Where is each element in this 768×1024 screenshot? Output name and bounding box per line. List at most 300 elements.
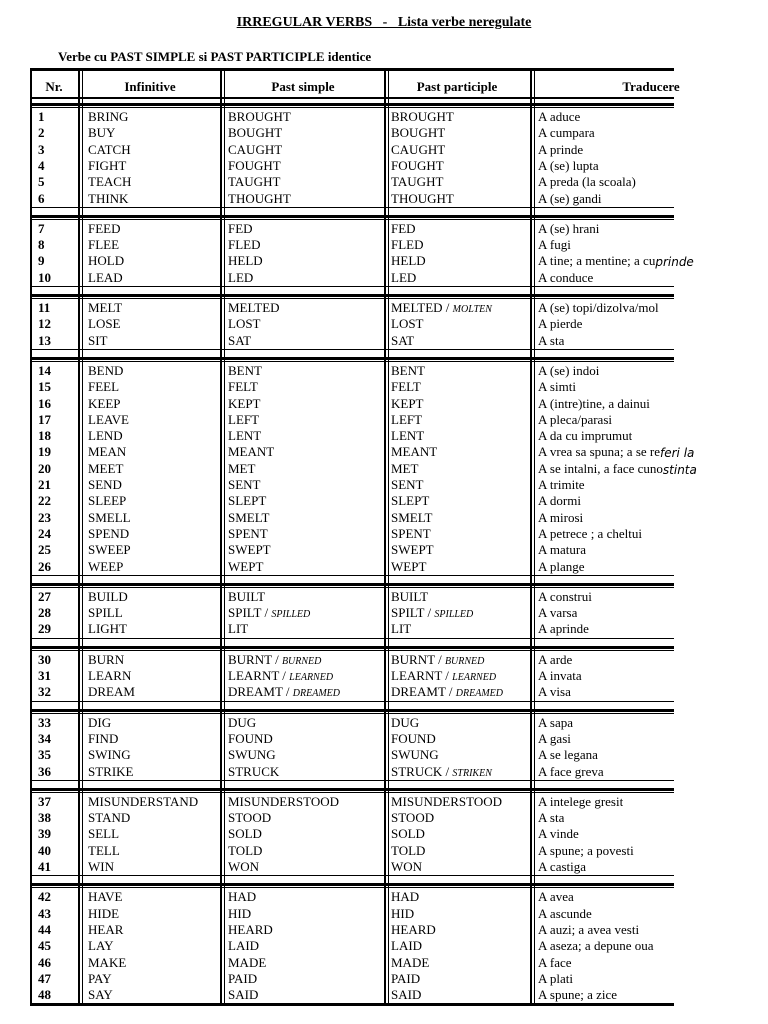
- header-bottom-border: [30, 97, 674, 99]
- cell-translation: A avea: [538, 889, 574, 905]
- group-separator-thin: [30, 792, 674, 793]
- form-primary: MELTED: [391, 300, 443, 315]
- cell-infinitive: SPEND: [88, 525, 130, 541]
- cell-past-participle: SLEPT: [391, 493, 430, 509]
- cell-past-participle: SWEPT: [391, 542, 434, 558]
- cell-past-simple: LIT: [228, 621, 249, 637]
- cell-translation: A face: [538, 954, 572, 970]
- cell-infinitive: PAY: [88, 970, 112, 986]
- cell-past-simple: SMELT: [228, 509, 270, 525]
- cell-infinitive: STRIKE: [88, 763, 134, 779]
- column-divider-double: [534, 68, 535, 1006]
- cell-translation: A sapa: [538, 714, 574, 730]
- row-number: 41: [38, 859, 51, 874]
- cell-past-simple: MADE: [228, 954, 267, 970]
- row-number: 7: [38, 220, 45, 236]
- cell-infinitive: STAND: [88, 810, 131, 826]
- form-separator: /: [442, 763, 453, 779]
- cell-past-participle: LIT: [391, 621, 412, 637]
- cell-infinitive: BUY: [88, 125, 116, 141]
- form-separator: /: [442, 668, 453, 683]
- form-primary: BURNT: [228, 651, 272, 667]
- form-primary: SPILT: [228, 605, 262, 621]
- cell-past-simple: WEPT: [228, 558, 264, 574]
- group-bottom-border: [30, 701, 674, 702]
- row-number: 8: [38, 237, 45, 253]
- cell-translation: A tine; a mentine; a cu: [538, 253, 656, 269]
- row-number: 3: [38, 141, 45, 157]
- row-number: 12: [38, 316, 51, 332]
- cell-past-simple: [228, 684, 340, 700]
- row-number: 18: [38, 428, 51, 444]
- cell-infinitive: THINK: [88, 190, 129, 206]
- group-bottom-border: [30, 575, 674, 576]
- row-number: 19: [38, 444, 51, 460]
- group-bottom-border: [30, 875, 674, 876]
- cell-past-participle: BUILT: [391, 588, 429, 604]
- cell-translation: A (se) topi/dizolva/mol: [538, 300, 659, 315]
- cell-infinitive: BURN: [88, 651, 125, 667]
- row-number: 24: [38, 525, 51, 541]
- cell-translation: A simti: [538, 379, 576, 395]
- row-number: 1: [38, 109, 45, 124]
- cell-infinitive: SPILL: [88, 605, 123, 621]
- cell-past-participle: SAT: [391, 332, 415, 348]
- cell-past-participle: FED: [391, 220, 416, 236]
- handwritten-note: prinde: [655, 255, 694, 270]
- cell-past-participle: FLED: [391, 237, 424, 253]
- group-separator-thin: [30, 650, 674, 651]
- row-number: 21: [38, 477, 51, 492]
- row-number: 2: [38, 125, 45, 141]
- row-number: 29: [38, 621, 51, 637]
- cell-past-participle: LEFT: [391, 411, 423, 427]
- group-separator: [30, 883, 674, 886]
- cell-infinitive: TEACH: [88, 174, 132, 190]
- cell-past-participle: SOLD: [391, 826, 425, 842]
- group-separator: [30, 294, 674, 297]
- cell-past-participle: WEPT: [391, 558, 427, 574]
- cell-translation: A arde: [538, 651, 573, 667]
- cell-past-participle: MEANT: [391, 444, 438, 460]
- form-primary: DREAMT: [228, 684, 283, 700]
- cell-past-participle: [391, 605, 473, 621]
- row-number: 22: [38, 493, 51, 509]
- cell-infinitive: FLEE: [88, 237, 120, 253]
- cell-past-participle: HID: [391, 905, 415, 921]
- cell-infinitive: TELL: [88, 842, 120, 858]
- group-separator-thin: [30, 298, 674, 299]
- cell-infinitive: DIG: [88, 714, 112, 730]
- form-separator: /: [279, 668, 290, 683]
- form-alternative: LEARNED: [289, 672, 334, 683]
- cell-infinitive: HIDE: [88, 905, 120, 921]
- cell-infinitive: LEARN: [88, 668, 132, 683]
- cell-infinitive: MEAN: [88, 444, 127, 460]
- cell-infinitive: HEAR: [88, 921, 124, 937]
- cell-translation: A aduce: [538, 109, 581, 124]
- cell-infinitive: BUILD: [88, 588, 128, 604]
- cell-translation: A plange: [538, 558, 585, 574]
- header-past-simple: Past simple: [271, 79, 335, 94]
- cell-infinitive: BRING: [88, 109, 129, 124]
- group-bottom-border: [30, 780, 674, 781]
- row-number: 6: [38, 190, 45, 206]
- cell-translation: A plati: [538, 970, 574, 986]
- cell-translation: A gasi: [538, 730, 571, 746]
- cell-past-simple: SPENT: [228, 525, 268, 541]
- cell-infinitive: MISUNDERSTAND: [88, 793, 199, 809]
- cell-infinitive: WEEP: [88, 558, 124, 574]
- group-bottom-border: [30, 349, 674, 350]
- group-separator-thin: [30, 713, 674, 714]
- group-separator-thin: [30, 107, 674, 108]
- cell-translation: A matura: [538, 542, 587, 558]
- cell-past-simple: TAUGHT: [228, 174, 281, 190]
- group-separator-thin: [30, 587, 674, 588]
- cell-past-simple: SAID: [228, 987, 259, 1003]
- group-separator: [30, 583, 674, 586]
- cell-translation: A castiga: [538, 859, 587, 874]
- row-number: 43: [38, 905, 51, 921]
- row-number: 10: [38, 269, 51, 285]
- cell-past-simple: [228, 605, 310, 621]
- cell-infinitive: MEET: [88, 460, 124, 476]
- cell-past-simple: FLED: [228, 237, 261, 253]
- cell-translation: A se intalni, a face cuno: [538, 460, 663, 476]
- row-number: 27: [38, 588, 51, 604]
- cell-past-simple: SOLD: [228, 826, 262, 842]
- row-number: 33: [38, 714, 51, 730]
- form-primary: DREAMT: [391, 684, 446, 700]
- cell-past-participle: [391, 764, 492, 780]
- cell-past-simple: STRUCK: [228, 763, 280, 779]
- cell-past-simple: DUG: [228, 714, 257, 730]
- cell-past-simple: LAID: [228, 938, 260, 954]
- form-alternative: DREAMED: [455, 688, 503, 700]
- cell-translation: A pierde: [538, 316, 583, 332]
- cell-past-simple: SWUNG: [228, 747, 276, 763]
- cell-infinitive: MAKE: [88, 954, 127, 970]
- cell-past-participle: FOUND: [391, 730, 436, 746]
- row-number: 44: [38, 921, 51, 937]
- form-alternative: LEARNED: [452, 672, 497, 683]
- cell-past-participle: LED: [391, 269, 417, 285]
- cell-infinitive: SLEEP: [88, 493, 127, 509]
- cell-past-participle: SPENT: [391, 525, 431, 541]
- cell-infinitive: FEED: [88, 220, 121, 236]
- cell-past-simple: BROUGHT: [228, 109, 291, 124]
- row-number: 40: [38, 842, 51, 858]
- cell-past-participle: THOUGHT: [391, 190, 454, 206]
- cell-past-participle: [391, 668, 496, 684]
- handwritten-note: stinta: [662, 462, 697, 477]
- cell-infinitive: BEND: [88, 362, 124, 378]
- row-number: 32: [38, 684, 51, 700]
- cell-past-participle: FOUGHT: [391, 157, 444, 173]
- cell-past-simple: SENT: [228, 477, 261, 492]
- header-infinitive: Infinitive: [124, 79, 176, 94]
- form-alternative: SPILLED: [434, 609, 474, 621]
- row-number: 28: [38, 605, 51, 621]
- cell-past-participle: SENT: [391, 477, 424, 492]
- form-alternative: BURNED: [444, 655, 485, 667]
- cell-past-participle: WON: [391, 859, 423, 874]
- cell-past-participle: DUG: [391, 714, 420, 730]
- row-number: 5: [38, 174, 45, 190]
- group-separator: [30, 103, 674, 106]
- group-separator-thin: [30, 361, 674, 362]
- row-number: 36: [38, 763, 51, 779]
- cell-translation: A preda (la scoala): [538, 174, 636, 190]
- cell-infinitive: SMELL: [88, 509, 131, 525]
- group-separator: [30, 788, 674, 791]
- form-primary: LEARNT: [391, 668, 443, 683]
- cell-past-simple: FOUGHT: [228, 157, 281, 173]
- cell-past-simple: SWEPT: [228, 542, 271, 558]
- cell-infinitive: LEAVE: [88, 411, 129, 427]
- row-number: 42: [38, 889, 51, 905]
- cell-translation: A auzi; a avea vesti: [538, 921, 640, 937]
- row-number: 13: [38, 332, 51, 348]
- cell-translation: A (se) hrani: [538, 220, 600, 236]
- cell-past-participle: BROUGHT: [391, 109, 454, 124]
- cell-past-simple: PAID: [228, 970, 258, 986]
- form-separator: /: [282, 684, 293, 700]
- cell-past-participle: [391, 684, 503, 700]
- cell-past-participle: SWUNG: [391, 747, 439, 763]
- cell-translation: A cumpara: [538, 125, 595, 141]
- cell-infinitive: HOLD: [88, 253, 125, 269]
- cell-past-simple: BENT: [228, 362, 262, 378]
- cell-past-participle: BOUGHT: [391, 125, 446, 141]
- form-separator: /: [271, 651, 282, 667]
- form-alternative: MOLTEN: [452, 304, 492, 315]
- cell-past-simple: THOUGHT: [228, 190, 291, 206]
- row-number: 23: [38, 509, 51, 525]
- cell-past-simple: SAT: [228, 332, 252, 348]
- form-separator: /: [434, 651, 445, 667]
- form-separator: /: [442, 300, 453, 315]
- row-number: 11: [38, 300, 51, 315]
- group-separator: [30, 709, 674, 712]
- cell-translation: A visa: [538, 684, 571, 700]
- form-separator: /: [261, 605, 272, 621]
- row-number: 48: [38, 987, 51, 1003]
- cell-infinitive: LEAD: [88, 269, 123, 285]
- cell-past-participle: TOLD: [391, 842, 426, 858]
- cell-past-simple: SLEPT: [228, 493, 267, 509]
- cell-infinitive: SELL: [88, 826, 120, 842]
- header-nr: Nr.: [45, 79, 63, 94]
- column-divider: [220, 68, 222, 1006]
- form-alternative: DREAMED: [292, 688, 340, 700]
- cell-translation: A varsa: [538, 605, 578, 621]
- cell-translation: A (se) indoi: [538, 362, 600, 378]
- document-subtitle: Verbe cu PAST SIMPLE si PAST PARTICIPLE identice: [58, 49, 372, 64]
- cell-translation: A ascunde: [538, 905, 592, 921]
- header-past-participle: Past participle: [416, 79, 498, 94]
- cell-past-simple: LENT: [228, 428, 262, 444]
- title-text: IRREGULAR VERBS - Lista verbe neregulate: [236, 15, 532, 30]
- cell-past-simple: HELD: [228, 253, 263, 269]
- cell-past-simple: MEANT: [228, 444, 275, 460]
- row-number: 17: [38, 411, 51, 427]
- cell-translation: A mirosi: [538, 509, 584, 525]
- row-number: 16: [38, 395, 51, 411]
- cell-past-participle: PAID: [391, 970, 421, 986]
- cell-past-participle: [391, 300, 492, 316]
- column-divider: [384, 68, 386, 1006]
- header-traducere: Traducere: [622, 79, 680, 94]
- cell-past-participle: MET: [391, 460, 419, 476]
- cell-infinitive: WIN: [88, 859, 114, 874]
- cell-past-participle: LENT: [391, 428, 425, 444]
- cell-past-simple: MISUNDERSTOOD: [228, 793, 339, 809]
- cell-past-participle: STOOD: [391, 810, 435, 826]
- row-number: 34: [38, 730, 51, 746]
- form-primary: BURNT: [391, 651, 435, 667]
- group-bottom-border: [30, 207, 674, 208]
- cell-infinitive: FEEL: [88, 379, 120, 395]
- cell-translation: A se legana: [538, 747, 598, 763]
- cell-infinitive: DREAM: [88, 684, 135, 700]
- form-separator: /: [424, 605, 435, 621]
- row-number: 47: [38, 970, 51, 986]
- cell-translation: A aseza; a depune oua: [538, 938, 654, 954]
- cell-past-simple: HAD: [228, 889, 257, 905]
- cell-infinitive: HAVE: [88, 889, 123, 905]
- cell-past-participle: LOST: [391, 316, 424, 332]
- cell-past-participle: MADE: [391, 954, 430, 970]
- row-number: 35: [38, 747, 51, 763]
- cell-translation: A aprinde: [538, 621, 589, 637]
- cell-past-participle: HELD: [391, 253, 426, 269]
- cell-translation: A (se) gandi: [538, 190, 602, 206]
- cell-translation: A face greva: [538, 763, 604, 779]
- form-primary: STRUCK: [391, 763, 443, 779]
- cell-translation: A intelege gresit: [538, 793, 624, 809]
- cell-translation: A fugi: [538, 237, 571, 253]
- cell-past-simple: FED: [228, 220, 253, 236]
- cell-past-simple: STOOD: [228, 810, 272, 826]
- row-number: 9: [38, 253, 45, 269]
- column-divider-double: [224, 68, 225, 1006]
- cell-past-simple: LED: [228, 269, 254, 285]
- cell-translation: A (se) lupta: [538, 157, 599, 173]
- cell-past-simple: FOUND: [228, 730, 273, 746]
- cell-translation: A spune; a povesti: [538, 842, 634, 858]
- column-divider: [530, 68, 532, 1006]
- row-number: 15: [38, 379, 51, 395]
- group-bottom-border: [30, 638, 674, 639]
- cell-translation: A petrece ; a cheltui: [538, 525, 642, 541]
- cell-past-participle: HAD: [391, 889, 420, 905]
- cell-past-participle: KEPT: [391, 395, 424, 411]
- row-number: 20: [38, 460, 51, 476]
- handwritten-note: feri la: [660, 446, 695, 461]
- row-number: 45: [38, 938, 51, 954]
- row-number: 39: [38, 826, 51, 842]
- cell-past-simple: TOLD: [228, 842, 263, 858]
- cell-infinitive: LAY: [88, 938, 114, 954]
- cell-translation: A (intre)tine, a dainui: [538, 395, 650, 411]
- column-divider: [30, 68, 32, 1006]
- row-number: 26: [38, 558, 51, 574]
- cell-past-participle: HEARD: [391, 921, 436, 937]
- form-alternative: STRIKEN: [452, 767, 492, 779]
- group-separator-thin: [30, 219, 674, 220]
- cell-past-participle: SMELT: [391, 509, 433, 525]
- cell-translation: A sta: [538, 332, 565, 348]
- cell-past-simple: FELT: [228, 379, 258, 395]
- cell-past-participle: BENT: [391, 362, 425, 378]
- form-primary: LEARNT: [228, 668, 280, 683]
- row-number: 38: [38, 810, 51, 826]
- row-number: 4: [38, 157, 45, 173]
- cell-past-participle: TAUGHT: [391, 174, 444, 190]
- cell-past-participle: SAID: [391, 987, 422, 1003]
- cell-past-simple: WON: [228, 859, 260, 874]
- cell-past-simple: HEARD: [228, 921, 273, 937]
- group-separator-thin: [30, 887, 674, 888]
- row-number: 14: [38, 362, 51, 378]
- cell-translation: A vinde: [538, 826, 579, 842]
- group-bottom-border: [30, 286, 674, 287]
- row-number: 46: [38, 954, 51, 970]
- cell-infinitive: SWEEP: [88, 542, 131, 558]
- cell-past-simple: BUILT: [228, 588, 266, 604]
- cell-past-simple: MELTED: [228, 300, 280, 315]
- cell-translation: A spune; a zice: [538, 987, 618, 1003]
- cell-past-participle: [391, 652, 484, 668]
- cell-translation: A pleca/parasi: [538, 411, 612, 427]
- cell-translation: A dormi: [538, 493, 581, 509]
- form-alternative: BURNED: [281, 655, 322, 667]
- cell-infinitive: LIGHT: [88, 621, 127, 637]
- cell-infinitive: SAY: [88, 987, 113, 1003]
- cell-infinitive: LEND: [88, 428, 123, 444]
- cell-past-participle: FELT: [391, 379, 421, 395]
- row-number: 31: [38, 668, 51, 683]
- form-primary: SPILT: [391, 605, 425, 621]
- table-bottom-border: [30, 1004, 674, 1006]
- cell-infinitive: LOSE: [88, 316, 121, 332]
- column-divider-double: [82, 68, 83, 1006]
- cell-past-simple: BOUGHT: [228, 125, 283, 141]
- cell-past-simple: LOST: [228, 316, 261, 332]
- group-separator: [30, 357, 674, 360]
- table-top-border: [30, 68, 674, 71]
- cell-translation: A invata: [538, 668, 582, 683]
- cell-past-simple: [228, 652, 321, 668]
- cell-translation: A construi: [538, 588, 592, 604]
- cell-infinitive: SWING: [88, 747, 131, 763]
- row-number: 25: [38, 542, 51, 558]
- cell-past-participle: CAUGHT: [391, 141, 446, 157]
- cell-past-simple: CAUGHT: [228, 141, 283, 157]
- cell-translation: A conduce: [538, 269, 594, 285]
- group-separator: [30, 215, 674, 218]
- column-divider-double: [388, 68, 389, 1006]
- cell-past-simple: [228, 668, 333, 684]
- cell-translation: A trimite: [538, 477, 585, 492]
- form-separator: /: [445, 684, 456, 700]
- cell-past-participle: MISUNDERSTOOD: [391, 793, 502, 809]
- cell-infinitive: SEND: [88, 477, 122, 492]
- row-number: 37: [38, 793, 51, 809]
- cell-past-simple: HID: [228, 905, 252, 921]
